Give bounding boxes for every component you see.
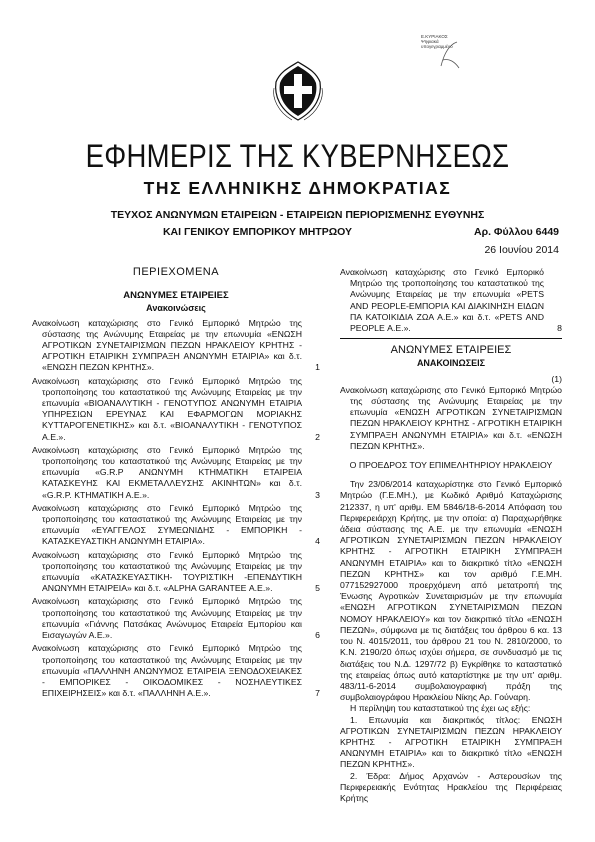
contents-entry-text: Ανακοίνωση καταχώρισης στο Γενικό Εμπορικό Μητρώο της τροποποίησης του καταστατικού της Ανώνυμης Εταιρείας με την επωνυμία «Γιάννης Πατσάκας Ανώνυμος Εταιρεία Εμπορίου και Εισαγωγών Α.Ε.».	[32, 596, 302, 641]
contents-entry-text: Ανακοίνωση καταχώρισης στο Γενικό Εμπορικό Μητρώο της τροποποίησης του καταστατικού της Ανώνυμης Εταιρείας με την επωνυμία «ΕΥΑΓΓΕΛΟΣ ΣΥΜΕΩΝΙΔΗΣ - ΕΜΠΟΡΙΚΗ - ΚΑΤΑΣΚΕΥΑΣΤΙΚΗ ΑΝΩΝΥΜΗ ΕΤΑΙΡΙΑ».	[32, 502, 302, 547]
contents-section-heading: ΑΝΩΝΥΜΕΣ ΕΤΑΙΡΕΙΕΣ	[123, 290, 229, 302]
contents-entry-text: Ανακοίνωση καταχώρισης στο Γενικό Εμπορικό Μητρώο της τροποποίησης του καταστατικού της Ανώνυμης Εταιρείας με την επωνυμία «ΒΙΟΑΝΑΛΥΤΙΚΗ - ΓΕΝΟΤΥΠΟΣ ΑΝΩΝΥΜΗ ΕΤΑΙΡΙΑ ΥΠΗΡΕΣΙΩΝ ΕΡΕΥΝΑΣ ΚΑΙ ΕΦΑΡΜΟΓΩΝ ΜΟΡΙΑΚΗΣ ΚΥΤΤΑΡΟΓΕΝΕΤΙΚΗΣ» και δ.τ. «ΒΙΟΑΝΑΛΥΤΙΚΗ - ΓΕΝΟΤΥΠΟΣ Α.Ε.».	[32, 375, 302, 442]
contents-heading: ΠΕΡΙΕΧΟΜΕΝΑ	[132, 266, 220, 278]
contents-entry[interactable]	[32, 643, 320, 699]
stamp-line: υπογεγραμμένο	[421, 44, 453, 49]
contents-entry[interactable]	[340, 267, 562, 334]
digital-signature-stamp	[421, 34, 467, 78]
sheet-number: Αρ. Φύλλου 6449	[474, 226, 559, 238]
stamp-line: Ε.ΚΥΡΙΑΚΟΣ	[421, 34, 448, 39]
contents-entry-page: 6	[315, 630, 320, 641]
contents-entry-page: 4	[315, 536, 320, 547]
contents-entry-page: 5	[315, 583, 320, 594]
signature-mark-icon	[439, 40, 461, 70]
issue-date: 26 Ιουνίου 2014	[484, 244, 559, 256]
contents-entry-page: 7	[315, 688, 320, 699]
contents-entry-page: 8	[557, 323, 562, 334]
contents-column	[32, 267, 320, 701]
stamp-line: Ψηφιακά	[421, 39, 439, 44]
body-paragraph: 1. Επωνυμία και διακριτικός τίτλος: ΕΝΩΣΗ ΑΓΡΟΤΙΚΩΝ ΣΥΝΕΤΑΙΡΙΣΜΩΝ ΠΕΖΩΝ ΗΡΑΚΛΕΙΟΥ ΚΡΗΤΗΣ - ΑΓΡΟΤΙΚΗ ΕΤΑΙΡΙΚΗ ΣΥΜΠΡΑΞΗ ΑΝΩΝΥΜΗ ΕΤΑΙΡΙΑ» και το διακριτικό τίτλο «ΕΝΩΣΗ ΠΕΖΩΝ ΚΡΗΤΗΣ».	[340, 714, 562, 770]
contents-entry-text: Ανακοίνωση καταχώρισης στο Γενικό Εμπορικό Μητρώο της σύστασης της Ανώνυμης Εταιρείας με την επωνυμία «ΕΝΩΣΗ ΑΓΡΟΤΙΚΩΝ ΣΥΝΕΤΑΙΡΙΣΜΩΝ ΠΕΖΩΝ ΗΡΑΚΛΕΙΟΥ ΚΡΗΤΗΣ - ΑΓΡΟΤΙΚΗ ΕΤΑΙΡΙΚΗ ΣΥΜΠΡΑΞΗ ΑΝΩΝΥΜΗ ΕΤΑΙΡΙΑ» και δ.τ. «ΕΝΩΣΗ ΠΕΖΩΝ ΚΡΗΤΗΣ».	[32, 317, 302, 373]
contents-subsection-heading: Ανακοινώσεις	[146, 303, 206, 314]
contents-entry-text: Ανακοίνωση καταχώρισης στο Γενικό Εμπορικό Μητρώο της τροποποίησης του καταστατικού της Ανώνυμης Εταιρείας με την επωνυμία «G.R.P ΑΝΩΝΥΜΗ ΚΤΗΜΑΤΙΚΗ ΕΤΑΙΡΕΙΑ ΚΑΤΑΣΚΕΥΗΣ ΚΑΙ ΕΚΜΕΤΑΛΛΕΥΣΗΣ ΑΚΙΝΗΤΩΝ» και δ.τ. «G.R.P. ΚΤΗΜΑΤΙΚΗ Α.Ε.».	[32, 444, 302, 500]
contents-entry-page: 2	[315, 431, 320, 442]
section-divider	[340, 338, 562, 339]
contents-entry-text: Ανακοίνωση καταχώρισης στο Γενικό Εμπορικό Μητρώο της τροποποίησης του καταστατικού της Ανώνυμης Εταιρείας με την επωνυμία «PETS AND PEOPLE-ΕΜΠΟΡΙΑ ΚΑΙ ΔΙΑΚΙΝΗΣΗ ΕΙΔΩΝ ΠΑ ΚΑΤΟΙΚΙΔΙΑ ΖΩΑ Α.Ε.» και δ.τ. «PETS AND PEOPLE Α.Ε.».	[340, 267, 544, 334]
contents-entry-text: Ανακοίνωση καταχώρισης στο Γενικό Εμπορικό Μητρώο της τροποποίησης του καταστατικού της Ανώνυμης Εταιρείας με την επωνυμία «ΠΑΛΛΗΝΗ ΑΝΩΝΥΜΟΣ ΕΤΑΙΡΕΙΑ ΞΕΝΟΔΟΧΕΙΑΚΕΣ - ΕΜΠΟΡΙΚΕΣ - ΟΙΚΟΔΟΜΙΚΕΣ - ΝΟΣΗΛΕΥΤΙΚΕΣ ΕΠΙΧΕΙΡΗΣΕΙΣ» και δ.τ. «ΠΑΛΛΗΝΗ Α.Ε.».	[32, 643, 302, 699]
contents-entry-page: 1	[315, 362, 320, 373]
issue-type-line-1: ΤΕΥΧΟΣ ΑΝΩΝΥΜΩΝ ΕΤΑΙΡΕΙΩΝ - ΕΤΑΙΡΕΙΩΝ ΠΕΡΙΟΡΙΣΜΕΝΗΣ ΕΥΘΥΝΗΣ	[110, 209, 485, 221]
contents-entry-page: 3	[315, 489, 320, 500]
body-section-heading: ΑΝΩΝΥΜΕΣ ΕΤΑΙΡΕΙΕΣ	[390, 344, 512, 357]
contents-entry[interactable]	[32, 318, 320, 374]
gazette-subtitle: ΤΗΣ ΕΛΛΗΝΙΚΗΣ ΔΗΜΟΚΡΑΤΙΑΣ	[143, 178, 452, 198]
body-subsection-heading: ΑΝΑΚΟΙΝΩΣΕΙΣ	[416, 358, 486, 369]
body-paragraph: Η περίληψη του καταστατικού της έχει ως εξής:	[350, 703, 531, 714]
issuer-heading: Ο ΠΡΟΕΔΡΟΣ ΤΟΥ ΕΠΙΜΕΛΗΤΗΡΙΟΥ ΗΡΑΚΛΕΙΟΥ	[349, 460, 553, 471]
contents-entry[interactable]	[32, 376, 320, 443]
notice-number: (1)	[551, 373, 562, 384]
issue-type-line-2: ΚΑΙ ΓΕΝΙΚΟΥ ΕΜΠΟΡΙΚΟΥ ΜΗΤΡΩΟΥ	[162, 226, 353, 238]
contents-entry-text: Ανακοίνωση καταχώρισης στο Γενικό Εμπορικό Μητρώο της τροποποίησης του καταστατικού της Ανώνυμης Εταιρείας με την επωνυμία «ΚΑΤΑΣΚΕΥΑΣΤΙΚΗ- ΤΟΥΡΙΣΤΙΚΗ -ΕΠΕΝΔΥΤΙΚΗ ΑΝΩΝΥΜΗ ΕΤΑΙΡΕΙΑ» και δ.τ. «ALPHA GARANTEE Α.Ε.».	[32, 549, 302, 594]
notice-title: Ανακοίνωση καταχώρισης στο Γενικό Εμπορικό Μητρώο της σύστασης της Ανώνυμης Εταιρείας με την επωνυμία «ΕΝΩΣΗ ΑΓΡΟΤΙΚΩΝ ΣΥΝΕΤΑΙΡΙΣΜΩΝ ΠΕΖΩΝ ΗΡΑΚΛΕΙΟΥ ΚΡΗΤΗΣ - ΑΓΡΟΤΙΚΗ ΕΤΑΙΡΙΚΗ ΣΥΜΠΡΑΞΗ ΑΝΩΝΥΜΗ ΕΤΑΙΡΙΑ» και δ.τ. «ΕΝΩΣΗ ΠΕΖΩΝ ΚΡΗΤΗΣ».	[340, 384, 562, 451]
gazette-title: ΕΦΗΜΕΡΙΣ ΤΗΣ ΚΥΒΕΡΝΗΣΕΩΣ	[85, 138, 510, 174]
body-column	[340, 267, 562, 804]
coat-of-arms-emblem	[270, 58, 326, 124]
contents-entry[interactable]	[32, 550, 320, 595]
body-paragraph: Την 23/06/2014 καταχωρίστηκε στο Γενικό Εμπορικό Μητρώο (Γ.Ε.ΜΗ.), με Κωδικό Αριθμό Καταχώρισης 212337, η υπ' αριθμ. ΕΜ 5846/18-6-2014 Απόφαση του Περιφερειάρχη Κρήτης, με την οποία: α) Παραχωρήθηκε άδεια σύστασης της Α.Ε. με την επωνυμία «ΕΝΩΣΗ ΑΓΡΟΤΙΚΩΝ ΣΥΝΕΤΑΙΡΙΣΜΩΝ ΠΕΖΩΝ ΗΡΑΚΛΕΙΟΥ ΚΡΗΤΗΣ - ΑΓΡΟΤΙΚΗ ΕΤΑΙΡΙΚΗ ΣΥΜΠΡΑΞΗ ΑΝΩΝΥΜΗ ΕΤΑΙΡΙΑ» και το διακριτικό τίτλο «ΕΝΩΣΗ ΠΕΖΩΝ ΚΡΗΤΗΣ» και τον αριθμό Γ.Ε.ΜΗ. 077152927000 προερχόμενη από μετατροπή της Ένωσης Αγροτικών Συνεταιρισμών με την επωνυμία «ΕΝΩΣΗ ΑΓΡΟΤΙΚΩΝ ΣΥΝΕΤΑΙΡΙΣΜΩΝ ΠΕΖΩΝ ΝΟΜΟΥ ΗΡΑΚΛΕΙΟΥ» και τον διακριτικό τίτλο «ΕΝΩΣΗ ΠΕΖΩΝ», σύμφωνα με τις διατάξεις του άρθρου 6 κα. 13 του Ν. 4015/2011, του άρθρου 21 του Ν. 2810/2000, το Κ.Ν. 2190/20 όπως ισχύει σήμερα, σε συνδυασμό με τις διατάξεις του Ν.Δ. 1297/72 β) Εγκρίθηκε το καταστατικό της εταιρείας όπως αυτό καταρτίστηκε με την υπ' αριθμ. 483/11-6-2014 συμβολαιογραφική πράξη της συμβολαιογράφου Ηρακλείου Νίκης Αρ. Γούναρη.	[340, 479, 562, 703]
contents-entry[interactable]	[32, 596, 320, 641]
contents-entry[interactable]	[32, 503, 320, 548]
contents-entry[interactable]	[32, 445, 320, 501]
body-paragraph: 2. Έδρα: Δήμος Αρχανών - Αστερουσίων της Περιφερειακής Ενότητας Ηρακλείου της Περιφέρειας Κρήτης	[340, 770, 562, 803]
